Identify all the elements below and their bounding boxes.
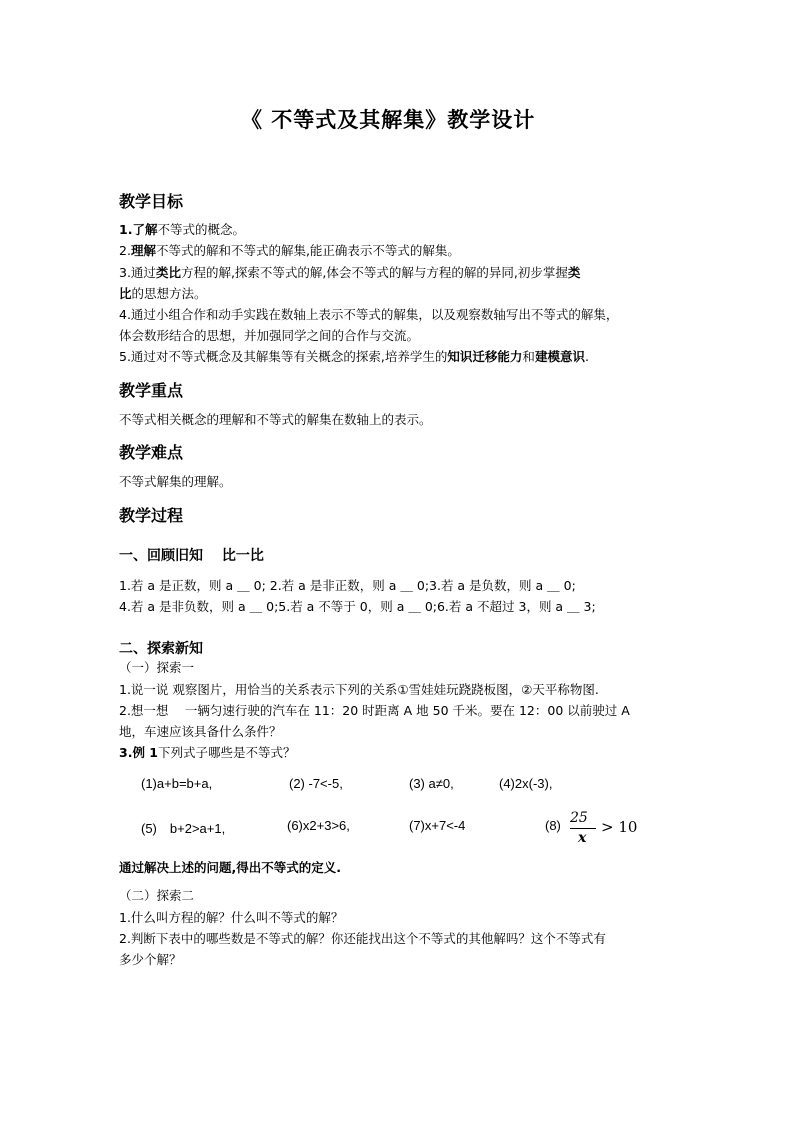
expression-6: (6)x2+3>6, <box>287 818 350 833</box>
explore-1-item-3 <box>119 743 296 763</box>
expression-1: (1)a+b=b+a, <box>141 776 213 791</box>
objective-3-text-a: 3.通过 <box>119 265 156 280</box>
objective-2 <box>119 241 460 261</box>
objective-3-text-c: 的思想方法。 <box>131 286 207 301</box>
fraction-denominator: x <box>578 830 587 846</box>
fraction-numerator: 25 <box>570 810 588 826</box>
expression-7: (7)x+7<-4 <box>409 818 466 833</box>
objective-1-text: 不等式的概念。 <box>157 222 245 237</box>
explore-2-heading: （二）探索二 <box>119 888 195 903</box>
objective-3-text-b: 方程的解,探索不等式的解,体会不等式的解与方程的解的异同,初步掌握 <box>180 265 568 280</box>
explore-2-item-2-line-2: 多少个解？ <box>119 952 182 967</box>
example-1-prompt: 下列式子哪些是不等式？ <box>158 745 296 760</box>
page-title: 《 不等式及其解集》教学设计 <box>241 107 536 132</box>
objectives-heading: 教学目标 <box>119 192 184 211</box>
fraction-rhs: > 10 <box>601 818 638 836</box>
explore-1-heading: （一）探索一 <box>119 660 195 675</box>
objective-5-keyword-1: 知识迁移能力 <box>447 349 523 364</box>
explore-1-item-1: 1.说一说 观察图片，用恰当的关系表示下列的关系①雪娃娃玩跷跷板图，②天平称物图. <box>119 682 599 697</box>
objective-3-cont <box>119 284 207 304</box>
expression-3: (3) a≠0, <box>409 776 454 791</box>
expression-2: (2) -7<-5, <box>289 776 343 791</box>
objective-3-keyword-3: 比 <box>119 286 132 301</box>
objective-5 <box>119 347 589 367</box>
review-line-2: 4.若 a 是非负数，则 a ＿ 0;5.若 a 不等于 0，则 a ＿ 0;6.若 a 不超过 3，则 a ＿ 3; <box>119 599 596 614</box>
objective-1-keyword: 1.了解 <box>119 222 158 237</box>
explore-1-item-2-line-2: 地，车速应该具备什么条件？ <box>119 724 282 739</box>
objective-1 <box>119 220 245 240</box>
process-heading: 教学过程 <box>119 506 184 525</box>
expression-4: (4)2x(-3), <box>499 776 553 791</box>
part-1-heading: 一、回顾旧知 比一比 <box>119 548 264 564</box>
objective-4-line-2: 体会数形结合的思想，并加强同学之间的合作与交流。 <box>119 328 420 343</box>
objective-5-text: 5.通过对不等式概念及其解集等有关概念的探索,培养学生的 <box>119 349 448 364</box>
explore-1-item-2-line-1: 2.想一想 一辆匀速行驶的汽车在 11：20 时距离 A 地 50 千米。要在 12：00 以前驶过 A <box>119 703 630 718</box>
objective-2-keyword: 理解 <box>130 243 156 258</box>
explore-2-item-2-line-1: 2.判断下表中的哪些数是不等式的解？你还能找出这个不等式的其他解吗？这个不等式有 <box>119 931 606 946</box>
objective-4-line-1: 4.通过小组合作和动手实践在数轴上表示不等式的解集，以及观察数轴写出不等式的解集， <box>119 307 619 322</box>
difficulties-heading: 教学难点 <box>119 443 184 462</box>
key-points-text: 不等式相关概念的理解和不等式的解集在数轴上的表示。 <box>119 412 432 427</box>
key-points-heading: 教学重点 <box>119 381 184 400</box>
objective-5-keyword-2: 建模意识 <box>534 349 585 364</box>
review-line-1: 1.若 a 是正数，则 a ＿ 0; 2.若 a 是非正数，则 a ＿ 0;3.若 a 是负数，则 a ＿ 0; <box>119 578 576 593</box>
fraction-bar <box>570 828 596 829</box>
expression-5: (5) b+2>a+1, <box>141 821 226 836</box>
objective-2-text: 不等式的解和不等式的解集,能正确表示不等式的解集。 <box>155 243 460 258</box>
objective-5-and: 和 <box>522 349 535 364</box>
objective-3-keyword: 类比 <box>155 265 181 280</box>
part-2-heading: 二、探索新知 <box>119 641 203 657</box>
objective-3 <box>119 263 580 283</box>
definition-conclusion: 通过解决上述的问题,得出不等式的定义. <box>119 860 341 875</box>
explore-2-item-1: 1.什么叫方程的解？什么叫不等式的解？ <box>119 910 344 925</box>
objective-2-num: 2. <box>119 243 131 258</box>
objective-5-end: . <box>584 349 589 364</box>
objective-3-keyword-2: 类 <box>567 265 581 280</box>
difficulties-text: 不等式解集的理解。 <box>119 474 232 489</box>
example-1-label: 3.例 1 <box>119 745 158 760</box>
expression-8-label: (8) <box>545 818 561 833</box>
